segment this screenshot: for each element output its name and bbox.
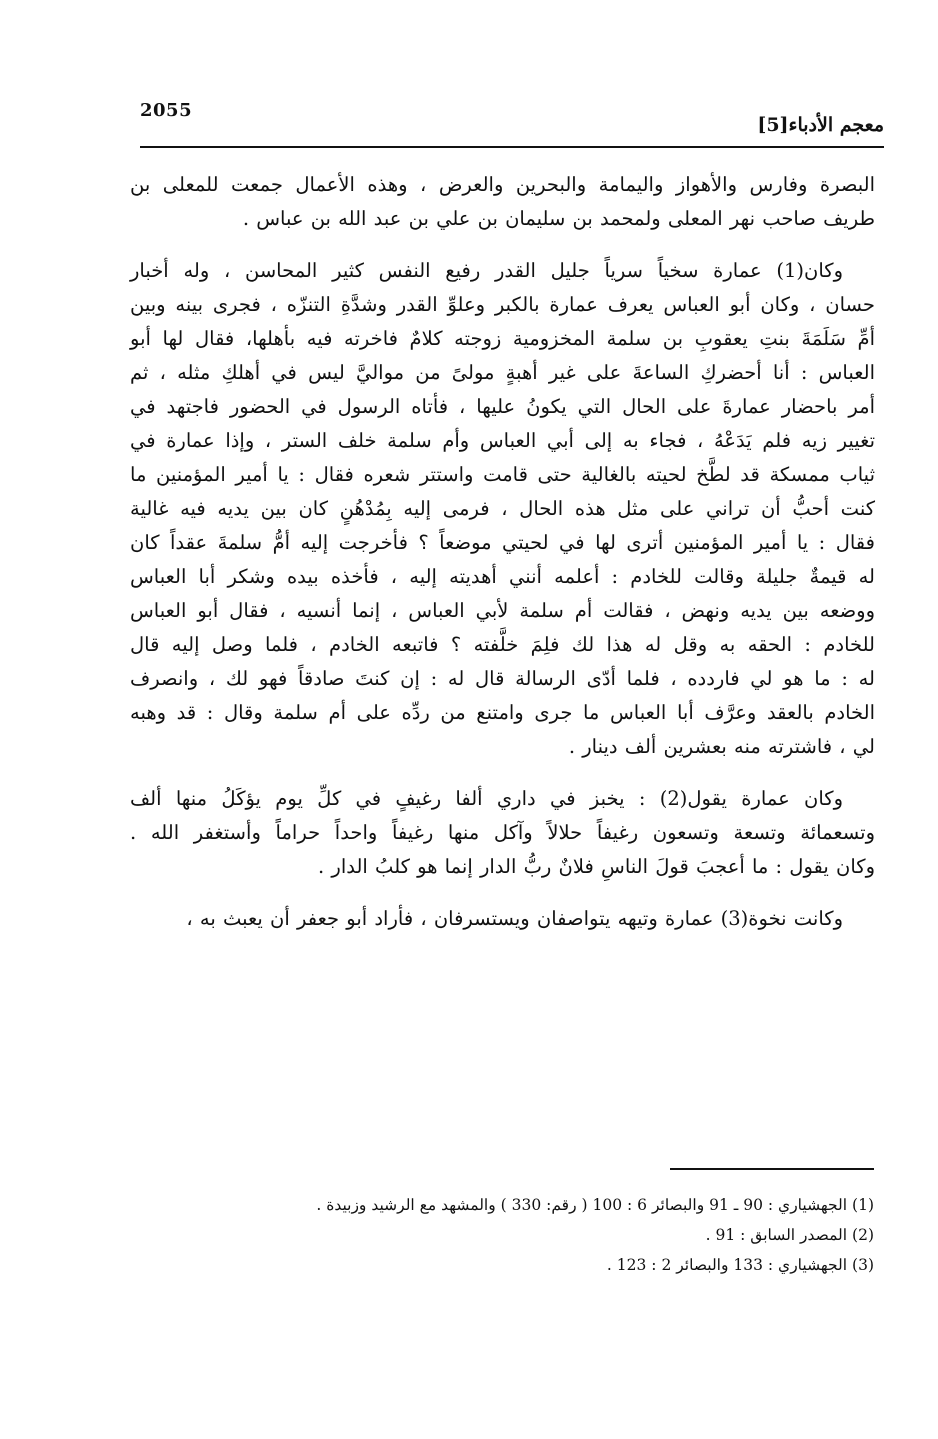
text-line: لي ، فاشترته منه بعشرين ألف دينار .	[568, 735, 875, 758]
text-line: ثياب ممسكة قد لطَّخ لحيته بالغالية حتى قامت واستتر شعره فقال : يا أمير المؤمنين ما	[130, 463, 875, 486]
text-line: العباس : أنا أحضركِ الساعةَ على غير أهبةٍ مولىً من مواليَّ ليس في أهلكِ مثله ، ثم	[130, 361, 875, 384]
footnote-separator	[670, 1168, 874, 1170]
text-line: وكانت نخوة(3) عمارة وتيهه يتواصفان ويستسرفان ، فأراد أبو جعفر أن يعبث به ،	[186, 907, 843, 930]
paragraph-1	[130, 168, 875, 236]
text-line: ووضعه بين يديه ونهض ، فقالت أم سلمة لأبي العباس ، إنما أنسيه ، فقال أبو العباس	[130, 599, 875, 622]
footnote-1: (1) الجهشياري : 90 ـ 91 والبصائر 6 : 100 ( رقم: 330 ) والمشهد مع الرشيد وزبيدة .	[316, 1196, 874, 1214]
footnote-3: (3) الجهشياري : 133 والبصائر 2 : 123 .	[606, 1256, 874, 1274]
text-line: أمِّ سَلَمَةَ بنتِ يعقوبِ بن سلمة المخزومية زوجته كلامٌ فاخرته فيه بأهلها، فقال لها أبو	[130, 327, 875, 350]
text-line: للخادم : الحقه به وقل له هذا لك فلِمَ خلَّفته ؟ فاتبعه الخادم ، فلما وصل إليه قال	[130, 633, 875, 656]
paragraph-4	[130, 902, 875, 936]
header-rule	[140, 146, 884, 148]
text-line: وتسعمائة وتسعة وتسعون رغيفاً حلالاً وآكل منها رغيفاً واحداً حراماً وأستغفر الله .	[130, 821, 875, 844]
paragraph-3	[130, 782, 875, 884]
text-line: الخادم بالعقد وعرَّف أبا العباس ما جرى وامتنع من ردِّه على أم سلمة وقال : قد وهبه	[130, 701, 875, 724]
text-line: طريف صاحب نهر المعلى ولمحمد بن سليمان بن علي بن عبد الله بن عباس .	[242, 207, 875, 230]
page-header	[140, 96, 884, 152]
footnotes	[254, 1190, 874, 1280]
text-line: كنت أحبُّ أن تراني على مثل هذه الحال ، فرمى إليه بِمُدْهُنٍ كان بين يديه فيه غالية	[130, 497, 875, 520]
text-line: البصرة وفارس والأهواز واليمامة والبحرين والعرض ، وهذه الأعمال جمعت للمعلى بن	[130, 173, 875, 196]
main-text	[130, 168, 875, 954]
text-line: وكان(1) عمارة سخياً سرياً جليل القدر رفيع النفس كثير المحاسن ، وله أخبار	[130, 259, 843, 282]
text-line: وكان يقول : ما أعجبَ قولَ الناسِ فلانٌ ربُّ الدار إنما هو كلبُ الدار .	[318, 855, 875, 878]
footnote-2: (2) المصدر السابق : 91 .	[705, 1226, 874, 1244]
page-number: 2055	[140, 100, 193, 121]
running-head-title: معجم الأدباء[5]	[757, 114, 884, 136]
text-line: فقال : يا أمير المؤمنين أترى لها في لحيتي موضعاً ؟ فأخرجت إليه أمُّ سلمةَ عقداً كان	[130, 531, 875, 554]
text-line: حسان ، وكان أبو العباس يعرف عمارة بالكبر وعلوِّ القدر وشدَّةِ التنزّه ، فجرى بينه وبين	[130, 293, 875, 316]
paragraph-2	[130, 254, 875, 764]
text-line: وكان عمارة يقول(2) : يخبز في داري ألفا رغيفٍ في كلِّ يوم يؤكَلُ منها ألف	[130, 787, 843, 810]
text-line: أمر باحضار عمارةَ على الحال التي يكونُ عليها ، فأتاه الرسول في الحضور فاجتهد في	[130, 395, 875, 418]
text-line: تغيير زيه فلم يَدَعْهُ ، فجاء به إلى أبي العباس وأم سلمة خلف الستر ، وإذا عمارة في	[130, 429, 875, 452]
text-line: له قيمةٌ جليلة وقالت للخادم : أعلمه أنني أهديته إليه ، فأخذه بيده وشكر أبا العباس	[130, 565, 875, 588]
text-line: له : ما هو لي فاردده ، فلما أدّى الرسالة قال له : إن كنتَ صادقاً فهو لك ، وانصرف	[130, 667, 875, 690]
